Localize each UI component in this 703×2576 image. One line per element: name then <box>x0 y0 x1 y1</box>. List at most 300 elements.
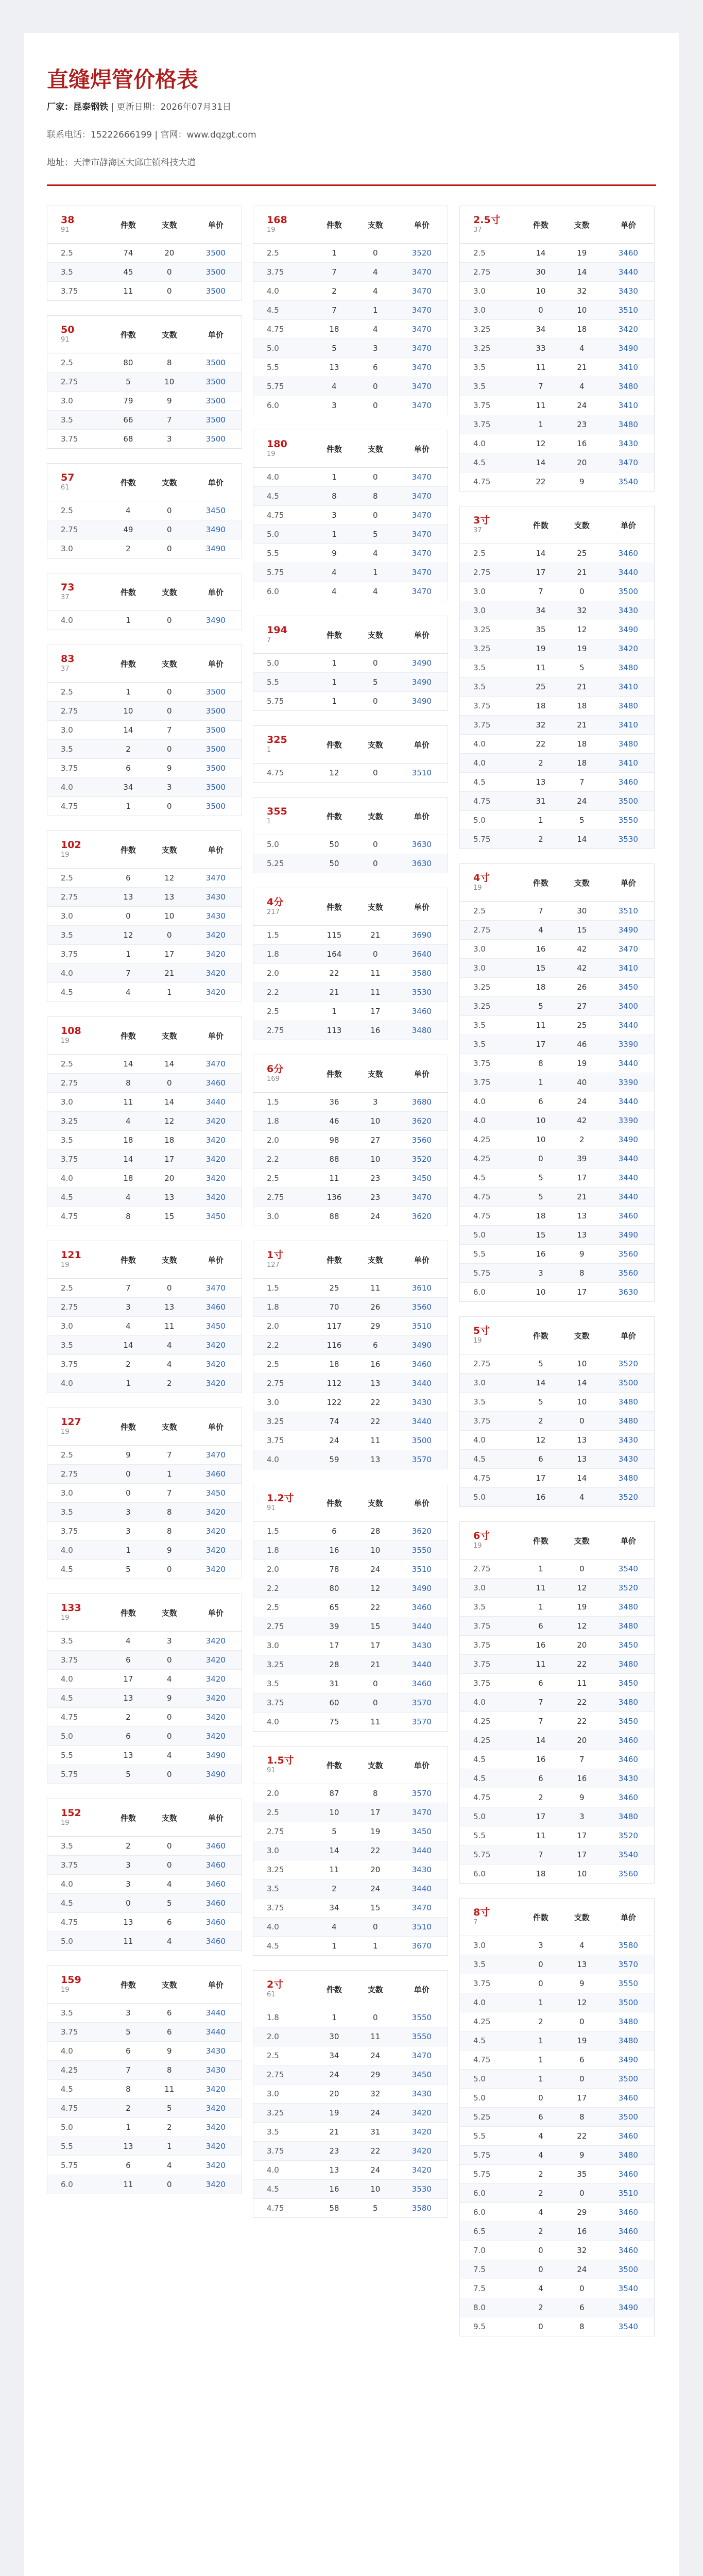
count-cell: 1 <box>520 811 561 830</box>
spec-cell <box>460 206 520 244</box>
count-cell: 1 <box>314 1937 355 1956</box>
table-row <box>460 735 654 754</box>
price-cell: 3420 <box>190 2118 242 2137</box>
pieces-cell: 0 <box>149 2175 190 2194</box>
price-cell: 3630 <box>603 1283 654 1302</box>
price-cell: 3470 <box>396 1803 448 1822</box>
thickness-cell: 4.5 <box>460 1750 520 1769</box>
table-row <box>253 1169 448 1188</box>
spec-sub: 19 <box>61 851 70 859</box>
price-table <box>47 1016 242 1226</box>
table-row <box>460 1245 654 1264</box>
thickness-cell: 4.5 <box>47 1188 108 1207</box>
price-cell: 3480 <box>603 1598 654 1617</box>
price-cell: 3420 <box>190 1131 242 1150</box>
table-row <box>253 2084 448 2104</box>
count-cell: 18 <box>314 1355 355 1374</box>
table-row <box>47 411 242 430</box>
count-cell: 22 <box>520 735 561 754</box>
pieces-cell: 20 <box>149 244 190 263</box>
price-cell: 3460 <box>190 1932 242 1951</box>
price-table <box>253 206 448 415</box>
thickness-cell: 3.5 <box>47 411 108 430</box>
price-table-grid <box>47 316 242 448</box>
pieces-cell: 0 <box>149 263 190 282</box>
column-header-pieces: 支数 <box>149 831 190 869</box>
price-cell: 3520 <box>603 1354 654 1374</box>
thickness-cell: 2.75 <box>47 702 108 721</box>
price-table <box>253 888 448 1040</box>
thickness-cell: 3.0 <box>47 907 108 926</box>
thickness-cell: 2.75 <box>47 1298 108 1317</box>
table-row <box>47 282 242 301</box>
table-row <box>460 396 654 415</box>
thickness-cell: 5.75 <box>253 563 314 582</box>
table-row <box>253 1393 448 1412</box>
pieces-cell: 0 <box>149 611 190 630</box>
thickness-cell: 3.75 <box>47 2023 108 2042</box>
table-row <box>460 1450 654 1469</box>
count-cell: 5 <box>520 1393 561 1412</box>
count-cell: 33 <box>520 339 561 358</box>
column-header-price: 单价 <box>190 1241 242 1279</box>
pieces-cell: 7 <box>149 411 190 430</box>
table-row <box>47 263 242 282</box>
price-table <box>459 1521 655 1884</box>
pieces-cell: 25 <box>561 1016 603 1035</box>
thickness-cell: 5.0 <box>253 835 314 854</box>
table-row <box>460 472 654 492</box>
pieces-cell: 18 <box>149 1131 190 1150</box>
table-row <box>253 544 448 563</box>
price-table <box>459 863 655 1302</box>
thickness-cell: 4.0 <box>253 2161 314 2180</box>
count-cell: 68 <box>108 430 149 449</box>
column-2 <box>253 206 448 2232</box>
table-row <box>47 702 242 721</box>
count-cell: 17 <box>314 1636 355 1655</box>
table-row <box>460 1016 654 1035</box>
pieces-cell: 20 <box>355 1860 396 1879</box>
column-header-price: 单价 <box>190 1966 242 2004</box>
pieces-cell: 10 <box>149 907 190 926</box>
count-cell: 16 <box>520 940 561 959</box>
price-cell: 3470 <box>396 263 448 282</box>
column-header-pieces: 支数 <box>355 888 396 926</box>
price-cell: 3500 <box>603 2260 654 2279</box>
pieces-cell: 22 <box>355 2142 396 2161</box>
thickness-cell: 4.5 <box>460 1450 520 1469</box>
column-header-price: 单价 <box>396 1241 448 1279</box>
price-cell: 3400 <box>603 997 654 1016</box>
pieces-cell: 4 <box>561 339 603 358</box>
column-header-count: 件数 <box>314 430 355 468</box>
spec-code: 355 <box>267 806 287 817</box>
spec-code: 102 <box>61 839 81 851</box>
count-cell: 34 <box>314 2046 355 2065</box>
pieces-cell: 19 <box>561 639 603 658</box>
pieces-cell: 9 <box>561 1974 603 1993</box>
price-table-grid <box>460 864 654 1301</box>
table-row <box>460 1788 654 1807</box>
table-row <box>47 1837 242 1856</box>
table-row <box>460 2108 654 2127</box>
price-table-grid <box>47 573 242 630</box>
price-cell: 3470 <box>396 582 448 601</box>
price-cell: 3500 <box>603 1374 654 1393</box>
count-cell: 13 <box>108 1913 149 1932</box>
price-table-grid <box>460 206 654 491</box>
table-row <box>253 320 448 339</box>
count-cell: 88 <box>314 1150 355 1169</box>
pieces-cell: 10 <box>561 1393 603 1412</box>
price-cell: 3550 <box>396 2008 448 2027</box>
count-cell: 34 <box>520 601 561 620</box>
table-row <box>460 2260 654 2279</box>
pieces-cell: 23 <box>355 1188 396 1207</box>
price-cell: 3490 <box>396 1579 448 1598</box>
pieces-cell: 8 <box>149 353 190 372</box>
count-cell: 46 <box>314 1112 355 1131</box>
pieces-cell: 2 <box>149 1374 190 1393</box>
table-row <box>47 1446 242 1465</box>
count-cell: 2 <box>520 1412 561 1431</box>
price-cell: 3480 <box>603 2146 654 2165</box>
table-row <box>253 945 448 964</box>
price-cell: 3440 <box>396 1841 448 1860</box>
thickness-cell: 2.75 <box>253 1374 314 1393</box>
thickness-cell: 4.75 <box>47 797 108 816</box>
spec-sub: 91 <box>267 1504 276 1512</box>
thickness-cell: 4.0 <box>253 1450 314 1469</box>
thickness-cell: 5.0 <box>460 2089 520 2108</box>
thickness-cell: 3.25 <box>253 1655 314 1674</box>
price-cell: 3520 <box>603 1826 654 1845</box>
price-cell: 3670 <box>396 1937 448 1956</box>
thickness-cell: 2.75 <box>460 1354 520 1374</box>
thickness-cell: 3.0 <box>460 1936 520 1955</box>
thickness-cell: 3.0 <box>253 1636 314 1655</box>
price-cell: 3420 <box>190 1169 242 1188</box>
price-cell: 3410 <box>603 396 654 415</box>
pieces-cell: 4 <box>149 1932 190 1951</box>
pieces-cell: 6 <box>561 2050 603 2070</box>
thickness-cell: 3.5 <box>47 1837 108 1856</box>
pieces-cell: 6 <box>149 2004 190 2023</box>
price-cell: 3500 <box>190 282 242 301</box>
price-table <box>253 1970 448 2218</box>
count-cell: 0 <box>108 1894 149 1913</box>
count-cell: 30 <box>520 263 561 282</box>
pieces-cell: 42 <box>561 959 603 978</box>
pieces-cell: 4 <box>355 582 396 601</box>
spec-code: 73 <box>61 582 75 593</box>
pieces-cell: 4 <box>561 1936 603 1955</box>
pieces-cell: 0 <box>355 2008 396 2027</box>
thickness-cell: 4.5 <box>253 301 314 320</box>
price-cell: 3530 <box>396 2180 448 2199</box>
count-cell: 3 <box>108 1298 149 1317</box>
spec-sub: 37 <box>473 226 482 234</box>
price-table-grid <box>47 1408 242 1579</box>
pieces-cell: 0 <box>355 654 396 673</box>
count-cell: 3 <box>108 1503 149 1522</box>
table-row <box>253 1841 448 1860</box>
count-cell: 17 <box>108 1670 149 1689</box>
table-row <box>253 1803 448 1822</box>
spec-sub: 127 <box>267 1261 280 1269</box>
price-cell: 3420 <box>190 983 242 1002</box>
table-row <box>460 1207 654 1226</box>
price-table-grid <box>253 798 448 873</box>
count-cell: 16 <box>520 1636 561 1655</box>
table-row <box>47 1317 242 1336</box>
count-cell: 11 <box>108 1932 149 1951</box>
thickness-cell: 2.0 <box>253 2027 314 2046</box>
count-cell: 13 <box>108 1689 149 1708</box>
spec-sub: 1 <box>267 818 271 825</box>
count-cell: 31 <box>520 792 561 811</box>
price-cell: 3460 <box>603 773 654 792</box>
thickness-cell: 3.25 <box>460 997 520 1016</box>
count-cell: 18 <box>108 1169 149 1188</box>
count-cell: 4 <box>520 2127 561 2146</box>
count-cell: 2 <box>520 2298 561 2317</box>
thickness-cell: 2.75 <box>460 921 520 940</box>
table-row <box>47 797 242 816</box>
count-cell: 4 <box>108 501 149 520</box>
column-header-count: 件数 <box>314 1055 355 1093</box>
spec-cell <box>47 831 108 869</box>
table-row <box>253 339 448 358</box>
price-cell: 3420 <box>396 2161 448 2180</box>
thickness-cell: 4.75 <box>460 1469 520 1488</box>
table-row <box>253 1860 448 1879</box>
thickness-cell: 2.75 <box>47 1465 108 1484</box>
count-cell: 20 <box>314 2084 355 2104</box>
table-row <box>253 396 448 415</box>
price-cell: 3470 <box>396 320 448 339</box>
thickness-cell: 4.0 <box>460 1111 520 1130</box>
column-header-count: 件数 <box>520 1899 561 1936</box>
count-cell: 22 <box>520 472 561 492</box>
pieces-cell: 1 <box>355 563 396 582</box>
pieces-cell: 4 <box>149 2156 190 2175</box>
spec-sub: 169 <box>267 1075 280 1083</box>
count-cell: 1 <box>108 797 149 816</box>
count-cell: 19 <box>314 2104 355 2123</box>
count-cell: 1 <box>108 611 149 630</box>
count-cell: 6 <box>108 2042 149 2061</box>
table-row <box>253 1002 448 1021</box>
count-cell: 34 <box>108 778 149 797</box>
thickness-cell: 3.75 <box>460 1636 520 1655</box>
table-row <box>253 1713 448 1732</box>
price-table-grid <box>460 1899 654 2336</box>
table-row <box>460 1431 654 1450</box>
pieces-cell: 0 <box>149 1074 190 1093</box>
table-header-row <box>47 1017 242 1055</box>
count-cell: 25 <box>314 1279 355 1298</box>
thickness-cell: 2.75 <box>253 1617 314 1636</box>
column-header-count: 件数 <box>314 206 355 244</box>
spec-code: 6分 <box>267 1063 284 1075</box>
price-cell: 3560 <box>396 1298 448 1317</box>
price-cell: 3410 <box>603 754 654 773</box>
price-cell: 3450 <box>190 501 242 520</box>
column-header-count: 件数 <box>314 888 355 926</box>
thickness-cell: 5.75 <box>460 2146 520 2165</box>
spec-cell <box>253 616 314 654</box>
spec-code: 1.5寸 <box>267 1755 294 1766</box>
count-cell: 12 <box>108 926 149 945</box>
table-row <box>460 2012 654 2031</box>
pieces-cell: 29 <box>561 2203 603 2222</box>
table-row <box>253 1693 448 1713</box>
column-header-count: 件数 <box>314 1971 355 2008</box>
thickness-cell: 3.5 <box>460 677 520 697</box>
thickness-cell: 5.0 <box>47 1932 108 1951</box>
count-cell: 1 <box>520 2070 561 2089</box>
price-table-grid <box>253 616 448 710</box>
table-row <box>253 1112 448 1131</box>
thickness-cell: 1.8 <box>253 2008 314 2027</box>
count-cell: 14 <box>314 1841 355 1860</box>
thickness-cell: 3.0 <box>460 1579 520 1598</box>
price-cell: 3470 <box>190 1055 242 1074</box>
price-cell: 3440 <box>396 1374 448 1393</box>
thickness-cell: 4.25 <box>460 2012 520 2031</box>
price-table-grid <box>253 430 448 601</box>
price-cell: 3460 <box>190 1465 242 1484</box>
thickness-cell: 3.75 <box>47 1355 108 1374</box>
price-cell: 3480 <box>603 735 654 754</box>
pieces-cell: 21 <box>561 563 603 582</box>
pieces-cell: 6 <box>355 358 396 377</box>
pieces-cell: 0 <box>149 1727 190 1746</box>
pieces-cell: 6 <box>149 2023 190 2042</box>
pieces-cell: 39 <box>561 1149 603 1168</box>
thickness-cell: 2.2 <box>253 1579 314 1598</box>
price-table <box>253 430 448 601</box>
table-row <box>460 1560 654 1579</box>
thickness-cell: 3.0 <box>460 1374 520 1393</box>
pieces-cell: 10 <box>355 1541 396 1560</box>
spec-code: 127 <box>61 1416 81 1428</box>
thickness-cell: 3.75 <box>47 430 108 449</box>
pieces-cell: 22 <box>355 1841 396 1860</box>
count-cell: 4 <box>314 582 355 601</box>
count-cell: 75 <box>314 1713 355 1732</box>
count-cell: 1 <box>108 1541 149 1560</box>
thickness-cell: 4.0 <box>253 1713 314 1732</box>
pieces-cell: 0 <box>355 1693 396 1713</box>
pieces-cell: 31 <box>355 2123 396 2142</box>
price-cell: 3620 <box>396 1207 448 1226</box>
spec-cell <box>253 1971 314 2008</box>
count-cell: 6 <box>108 1651 149 1670</box>
count-cell: 15 <box>520 959 561 978</box>
pieces-cell: 11 <box>355 983 396 1002</box>
spec-cell <box>460 864 520 902</box>
spec-code: 2.5寸 <box>473 214 501 226</box>
table-row <box>460 639 654 658</box>
table-row <box>253 1450 448 1469</box>
pieces-cell: 4 <box>561 377 603 396</box>
price-cell: 3510 <box>396 764 448 783</box>
count-cell: 49 <box>108 520 149 539</box>
count-cell: 0 <box>520 1149 561 1168</box>
count-cell: 8 <box>108 1207 149 1226</box>
price-cell: 3470 <box>396 1188 448 1207</box>
price-cell: 3490 <box>190 1765 242 1784</box>
table-row <box>47 1932 242 1951</box>
price-cell: 3420 <box>190 1670 242 1689</box>
thickness-cell: 5.0 <box>460 1807 520 1826</box>
count-cell: 34 <box>314 1899 355 1918</box>
spec-cell <box>253 798 314 835</box>
price-cell: 3420 <box>190 2099 242 2118</box>
thickness-cell: 1.5 <box>253 1093 314 1112</box>
price-cell: 3620 <box>396 1522 448 1541</box>
thickness-cell: 5.0 <box>253 339 314 358</box>
table-row <box>460 1092 654 1111</box>
thickness-cell: 3.5 <box>460 358 520 377</box>
thickness-cell: 3.75 <box>460 697 520 716</box>
count-cell: 3 <box>520 1936 561 1955</box>
price-table-grid <box>47 1241 242 1393</box>
pieces-cell: 8 <box>561 1264 603 1283</box>
table-row <box>460 320 654 339</box>
price-cell: 3450 <box>190 1317 242 1336</box>
table-row <box>253 1636 448 1655</box>
pieces-cell: 29 <box>355 1317 396 1336</box>
spec-sub: 37 <box>61 665 70 673</box>
thickness-cell: 4.75 <box>47 2099 108 2118</box>
pieces-cell: 5 <box>149 2099 190 2118</box>
thickness-cell: 3.75 <box>253 263 314 282</box>
thickness-cell: 2.0 <box>253 1560 314 1579</box>
pieces-cell: 15 <box>149 1207 190 1226</box>
count-cell: 1 <box>520 1073 561 1092</box>
pieces-cell: 10 <box>355 1112 396 1131</box>
thickness-cell: 3.25 <box>253 1412 314 1431</box>
price-cell: 3490 <box>190 1746 242 1765</box>
table-row <box>253 964 448 983</box>
table-row <box>47 1093 242 1112</box>
table-row <box>460 1993 654 2012</box>
price-cell: 3490 <box>396 673 448 692</box>
thickness-cell: 4.25 <box>47 2061 108 2080</box>
price-cell: 3450 <box>396 1822 448 1841</box>
pieces-cell: 0 <box>355 468 396 487</box>
thickness-cell: 2.5 <box>253 1598 314 1617</box>
column-header-pieces: 支数 <box>355 616 396 654</box>
count-cell: 6 <box>520 1769 561 1788</box>
table-row <box>253 377 448 396</box>
table-header-row <box>47 831 242 869</box>
table-row <box>460 1936 654 1955</box>
thickness-cell: 2.5 <box>253 2046 314 2065</box>
thickness-cell: 2.0 <box>253 1131 314 1150</box>
pieces-cell: 21 <box>561 716 603 735</box>
pieces-cell: 0 <box>149 926 190 945</box>
pieces-cell: 4 <box>149 1670 190 1689</box>
thickness-cell: 3.0 <box>47 1484 108 1503</box>
table-row <box>253 1617 448 1636</box>
count-cell: 28 <box>314 1655 355 1674</box>
spec-cell <box>253 1484 314 1522</box>
